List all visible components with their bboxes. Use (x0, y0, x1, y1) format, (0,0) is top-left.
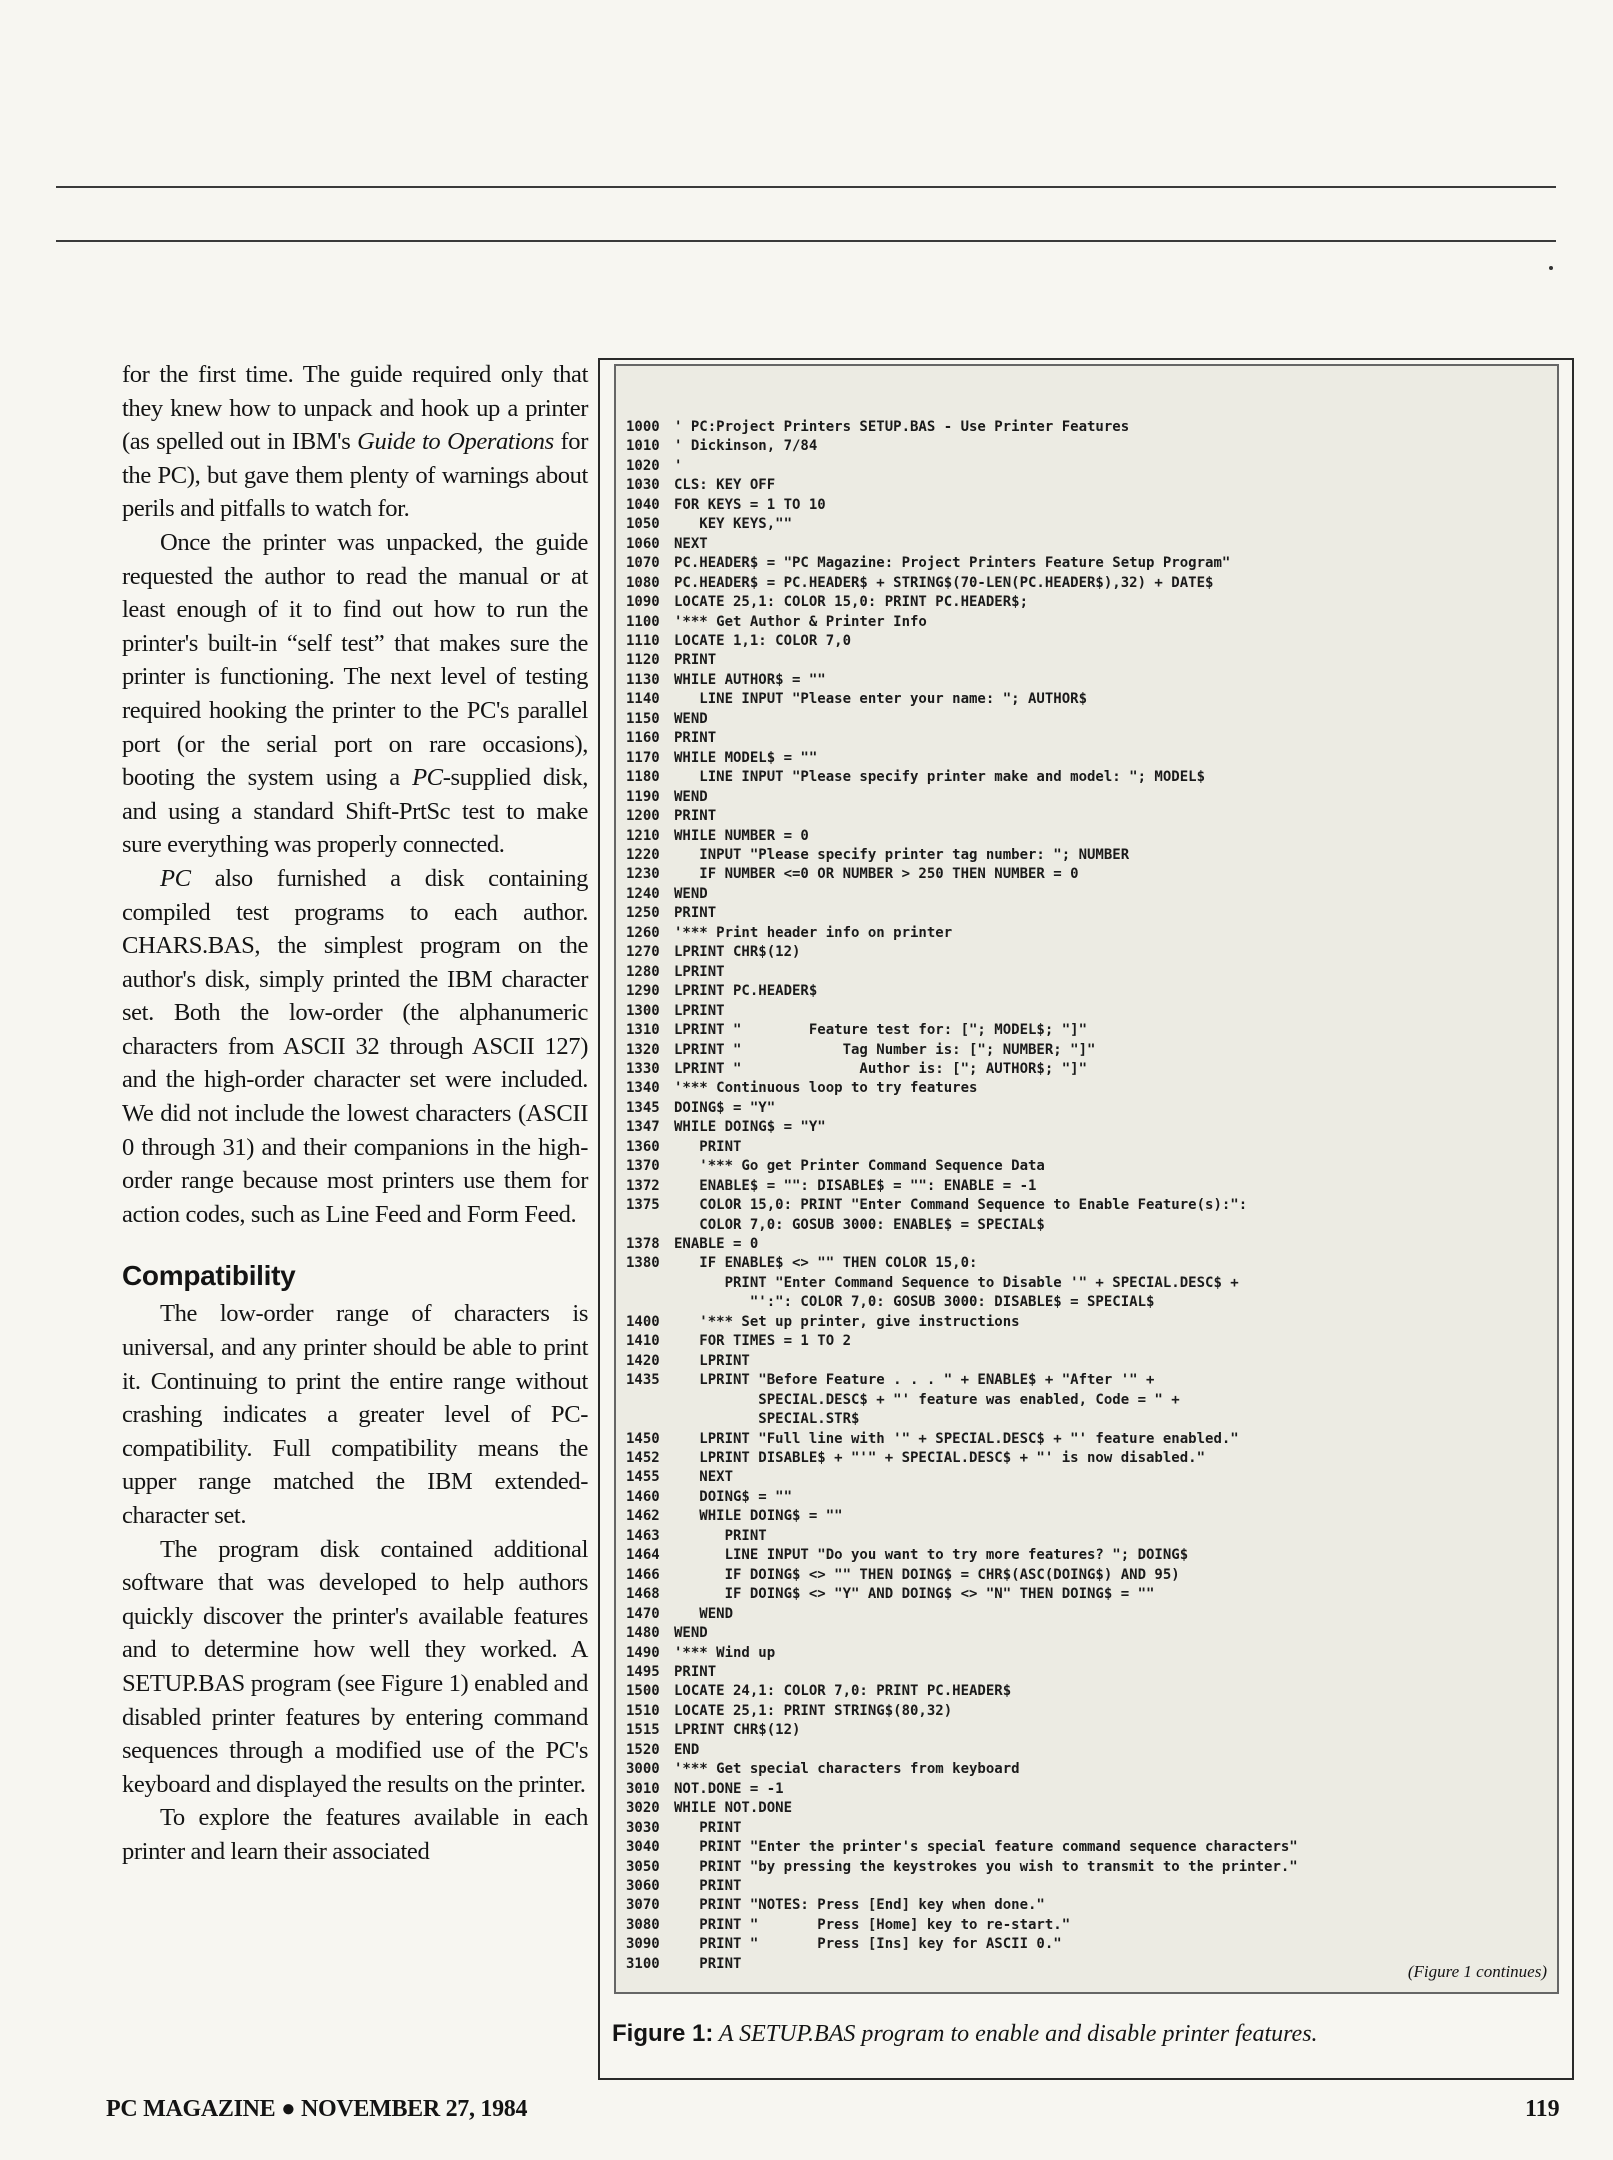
code-line (626, 1313, 1298, 1332)
code-line-text: ENABLE$ = "": DISABLE$ = "": ENABLE = -1 (674, 1177, 1037, 1194)
caption-label: Figure 1: (612, 2020, 714, 2047)
code-line-number: 1170 (626, 749, 660, 766)
code-line-text: PRINT (674, 905, 717, 922)
code-line-text: IF NUMBER <=0 OR NUMBER > 250 THEN NUMBER = 0 (674, 866, 1079, 883)
code-line (626, 1877, 1298, 1896)
code-line (626, 651, 1298, 670)
code-line-number: 1400 (626, 1313, 660, 1330)
code-line-text: IF DOING$ <> "" THEN DOING$ = CHR$(ASC(DOING$) AND 95) (674, 1566, 1180, 1583)
code-line (626, 1196, 1298, 1215)
code-line (626, 1177, 1298, 1196)
code-line-text: INPUT "Please specify printer tag number: "; NUMBER (674, 846, 1130, 863)
code-line (626, 496, 1298, 515)
code-line-number: 1470 (626, 1605, 660, 1622)
p2-tail: -supplied disk, and using a standard Shift-PrtSc test to make sure everything was properly connected. (122, 764, 589, 859)
code-line (626, 1235, 1298, 1254)
code-line (626, 1896, 1298, 1915)
code-line-number: 1380 (626, 1255, 660, 1272)
p3-text: also furnished a disk containing compiled test programs to each author. CHARS.BAS, the simplest program on the author's disk, simply printed the IBM character set. Both the low-order (the alphanumeric characters from ASCII 32 through ASCII 127) and the high-order character set were included. We did not include the lowest characters (ASCII 0 through 31) and their companions in the high-order range because most printers use them for action codes, such as Line Feed and Form Feed. (122, 864, 588, 1228)
code-line (626, 574, 1298, 593)
code-line-number: 1240 (626, 885, 660, 902)
code-line-text: PRINT "NOTES: Press [End] key when done." (674, 1897, 1045, 1914)
code-line-text: FOR TIMES = 1 TO 2 (674, 1333, 852, 1350)
code-line-number: 1378 (626, 1236, 660, 1253)
code-line (626, 1624, 1298, 1643)
code-line-number: 1200 (626, 808, 660, 825)
code-line-number: 1515 (626, 1722, 660, 1739)
code-line (626, 1760, 1298, 1779)
code-line-number: 1020 (626, 457, 660, 474)
code-line-text: LPRINT (674, 1352, 750, 1369)
code-line-text: '*** Go get Printer Command Sequence Data (674, 1158, 1045, 1175)
paragraph-2 (122, 526, 588, 862)
code-line (626, 418, 1298, 437)
code-line-number: 1210 (626, 827, 660, 844)
code-line-text: '*** Get special characters from keyboard (674, 1761, 1020, 1778)
code-line (626, 476, 1298, 495)
code-line (626, 1041, 1298, 1060)
code-line (626, 1819, 1298, 1838)
code-line-text: WEND (674, 710, 708, 727)
code-line-number: 1450 (626, 1430, 660, 1447)
paragraph-3 (122, 862, 588, 1232)
code-line-text: LPRINT "Full line with '" + SPECIAL.DESC$ + "' feature enabled." (674, 1430, 1239, 1447)
code-line-number: 1270 (626, 944, 660, 961)
code-line (626, 1935, 1298, 1954)
code-line (626, 1157, 1298, 1176)
code-line-text: '*** Set up printer, give instructions (674, 1313, 1020, 1330)
code-line (626, 1916, 1298, 1935)
code-line-number: 1462 (626, 1508, 660, 1525)
code-line (626, 1391, 1298, 1410)
code-line-text: NEXT (674, 535, 708, 552)
code-line (626, 1585, 1298, 1604)
code-line-text: END (674, 1741, 700, 1758)
code-line-text: LPRINT " Tag Number is: ["; NUMBER; "]" (674, 1041, 1096, 1058)
code-line (626, 963, 1298, 982)
code-line-number: 1360 (626, 1138, 660, 1155)
code-line (626, 690, 1298, 709)
code-line-number: 1452 (626, 1450, 660, 1467)
caption-text: A SETUP.BAS program to enable and disable printer features. (713, 2021, 1318, 2047)
figure-caption (612, 2020, 1318, 2048)
code-line-number: 1060 (626, 535, 660, 552)
code-line-number: 1464 (626, 1547, 660, 1564)
code-line-text: DOING$ = "" (674, 1488, 793, 1505)
code-line (626, 457, 1298, 476)
paragraph-1 (122, 358, 588, 526)
code-line-text: COLOR 7,0: GOSUB 3000: ENABLE$ = SPECIAL$ (674, 1216, 1045, 1233)
code-line-number: 1300 (626, 1002, 660, 1019)
code-line (626, 515, 1298, 534)
code-line-number: 1345 (626, 1099, 660, 1116)
code-line (626, 1002, 1298, 1021)
code-line-number: 1495 (626, 1664, 660, 1680)
code-line-number: 3090 (626, 1936, 660, 1953)
code-line-text: PRINT (674, 1819, 742, 1836)
code-line-number: 3040 (626, 1839, 660, 1856)
code-line (626, 554, 1298, 573)
code-line-text: SPECIAL.STR$ (674, 1411, 860, 1428)
page-number: 119 (1525, 2096, 1560, 2122)
code-line-text: ' Dickinson, 7/84 (674, 438, 818, 455)
figure-continues-note: (Figure 1 continues) (1407, 1962, 1547, 1981)
code-line-number (626, 1274, 674, 1293)
code-listing-panel (614, 364, 1559, 1994)
code-line (626, 1702, 1298, 1721)
code-line-number: 1410 (626, 1333, 660, 1350)
code-line-text: PRINT (674, 1664, 717, 1680)
code-line-text: LPRINT PC.HEADER$ (674, 983, 818, 1000)
rule-dot (1549, 266, 1553, 270)
code-line-number: 1375 (626, 1197, 660, 1214)
code-line (626, 1118, 1298, 1137)
code-line-text: KEY KEYS,"" (674, 516, 793, 533)
code-line (626, 632, 1298, 651)
code-line-number: 1050 (626, 516, 660, 533)
code-line-text: WHILE DOING$ = "" (674, 1508, 843, 1525)
code-line-number: 1435 (626, 1372, 660, 1389)
code-line (626, 1468, 1298, 1487)
code-line (626, 1332, 1298, 1351)
code-line (626, 827, 1298, 846)
top-rule (56, 186, 1556, 188)
code-line-text: ' (674, 457, 683, 474)
code-line-text: WHILE MODEL$ = "" (674, 749, 818, 766)
code-line (626, 1741, 1298, 1760)
code-line-number: 1120 (626, 652, 660, 669)
paragraph-4: The low-order range of characters is universal, and any printer should be able to print it. Continuing to print the entire range without crashing indicates a greater level of PC-compatibility. Full compatibility means the upper range matched the IBM extended-character set. (122, 1300, 588, 1529)
code-line (626, 437, 1298, 456)
code-line-text: PRINT (674, 652, 717, 669)
code-line-text: LPRINT " Feature test for: ["; MODEL$; "]" (674, 1022, 1088, 1039)
code-line-number: 3050 (626, 1858, 660, 1875)
article-body-column (122, 358, 588, 1869)
code-line-text: PRINT "Enter Command Sequence to Disable '" + SPECIAL.DESC$ + (674, 1274, 1239, 1291)
code-line-text: PRINT (674, 1138, 742, 1155)
code-line-text: LINE INPUT "Please specify printer make and model: "; MODEL$ (674, 769, 1206, 786)
code-line (626, 671, 1298, 690)
code-line-number: 1500 (626, 1683, 660, 1700)
code-line-number: 1310 (626, 1022, 660, 1039)
code-line (626, 1293, 1298, 1312)
code-line-number: 1320 (626, 1041, 660, 1058)
code-line-text: PRINT (674, 808, 717, 825)
code-line-number: 1010 (626, 438, 660, 455)
code-line-text: LPRINT " Author is: ["; AUTHOR$; "]" (674, 1060, 1088, 1077)
code-line-number: 1290 (626, 983, 660, 1000)
code-line (626, 729, 1298, 748)
code-line-number: 1370 (626, 1158, 660, 1175)
code-line (626, 904, 1298, 923)
code-line-text: '*** Print header info on printer (674, 924, 953, 941)
code-line (626, 1274, 1298, 1293)
code-line-text: LPRINT DISABLE$ + "'" + SPECIAL.DESC$ + "' is now disabled." (674, 1450, 1206, 1467)
code-line-text: WHILE DOING$ = "Y" (674, 1119, 826, 1136)
code-line-text: WHILE NOT.DONE (674, 1800, 793, 1817)
code-line (626, 613, 1298, 632)
code-line-number: 3100 (626, 1955, 660, 1972)
code-line (626, 1060, 1298, 1079)
p3-italic: PC (160, 864, 191, 892)
code-line (626, 1099, 1298, 1118)
code-line-text: FOR KEYS = 1 TO 10 (674, 496, 826, 513)
code-line-text: IF DOING$ <> "Y" AND DOING$ <> "N" THEN DOING$ = "" (674, 1586, 1155, 1603)
code-line (626, 807, 1298, 826)
code-line (626, 593, 1298, 612)
code-line (626, 924, 1298, 943)
code-line-number: 1330 (626, 1060, 660, 1077)
code-line (626, 1799, 1298, 1818)
code-line-text: NEXT (674, 1469, 734, 1486)
code-line-number: 1040 (626, 496, 660, 513)
code-line-text: LOCATE 1,1: COLOR 7,0 (674, 632, 852, 649)
code-line-text: '*** Get Author & Printer Info (674, 613, 927, 630)
code-line (626, 1021, 1298, 1040)
code-line (626, 1216, 1298, 1235)
code-line (626, 710, 1298, 729)
code-line-number: 1090 (626, 594, 660, 611)
p1-tail: for the PC), but gave them plenty of warnings about perils and pitfalls to watch for. (122, 428, 588, 523)
code-line-number: 1340 (626, 1080, 660, 1097)
code-line (626, 1546, 1298, 1565)
code-line (626, 1663, 1298, 1682)
code-line (626, 1566, 1298, 1585)
code-line-text: PRINT (674, 730, 717, 747)
code-line-number: 1220 (626, 846, 660, 863)
code-line (626, 943, 1298, 962)
code-line-number: 1510 (626, 1702, 660, 1719)
code-line-number: 1468 (626, 1586, 660, 1603)
code-line-text: PRINT " Press [Home] key to re-start." (674, 1916, 1071, 1933)
code-line-text: WEND (674, 1625, 708, 1642)
code-line-text: PC.HEADER$ = PC.HEADER$ + STRING$(70-LEN(PC.HEADER$),32) + DATE$ (674, 574, 1214, 591)
code-line-number: 1070 (626, 555, 660, 572)
code-line-number: 1250 (626, 905, 660, 922)
paragraph-6: To explore the features available in each printer and learn their associated (122, 1804, 588, 1865)
code-line-number: 1130 (626, 671, 660, 688)
code-line-number: 3080 (626, 1916, 660, 1933)
code-line-text: WHILE AUTHOR$ = "" (674, 671, 826, 688)
code-line (626, 1644, 1298, 1663)
code-line-text: PRINT "Enter the printer's special feature command sequence characters" (674, 1839, 1298, 1856)
code-line-text: WHILE NUMBER = 0 (674, 827, 809, 844)
code-line-text: PRINT "by pressing the keystrokes you wish to transmit to the printer." (674, 1858, 1298, 1875)
code-line (626, 1352, 1298, 1371)
code-line-number: 1480 (626, 1625, 660, 1642)
code-line-number (626, 1293, 674, 1312)
code-line-text: PRINT " Press [Ins] key for ASCII 0." (674, 1936, 1062, 1953)
code-line-number: 1463 (626, 1527, 660, 1544)
code-line-number: 3070 (626, 1897, 660, 1914)
code-line-number: 1460 (626, 1488, 660, 1505)
code-line-text: PRINT (674, 1955, 742, 1972)
code-line-number: 1490 (626, 1644, 660, 1661)
code-line-number (626, 1216, 674, 1235)
code-line-text: '*** Continuous loop to try features (674, 1080, 978, 1097)
code-line (626, 1955, 1298, 1974)
code-line-number: 1180 (626, 769, 660, 786)
code-line-number: 1030 (626, 477, 660, 494)
figure-1 (598, 358, 1574, 2080)
code-line (626, 1079, 1298, 1098)
code-line-text: LPRINT "Before Feature . . . " + ENABLE$ + "After '" + (674, 1372, 1155, 1389)
code-line-number: 1260 (626, 924, 660, 941)
code-line-number: 3000 (626, 1761, 660, 1778)
code-line-number: 1520 (626, 1741, 660, 1758)
code-line-text: LPRINT CHR$(12) (674, 1722, 801, 1739)
code-line-number: 1100 (626, 613, 660, 630)
code-line (626, 1682, 1298, 1701)
section-heading: Compatibility (122, 1260, 296, 1292)
code-line (626, 1410, 1298, 1429)
code-line-text: ' PC:Project Printers SETUP.BAS - Use Printer Features (674, 419, 1130, 435)
code-line (626, 846, 1298, 865)
footer-publication: PC MAGAZINE ● NOVEMBER 27, 1984 (106, 2096, 528, 2122)
code-line (626, 1371, 1298, 1390)
code-line-text: PRINT (674, 1877, 742, 1894)
code-line-number: 1110 (626, 632, 660, 649)
p1-italic: Guide to Operations (357, 428, 554, 456)
code-line (626, 1254, 1298, 1273)
code-line-number (626, 1410, 674, 1429)
code-line-text: LOCATE 25,1: PRINT STRING$(80,32) (674, 1702, 953, 1719)
code-line-text: DOING$ = "Y" (674, 1099, 776, 1116)
code-line-number: 1280 (626, 963, 660, 980)
code-line-number: 3030 (626, 1819, 660, 1836)
code-line (626, 1780, 1298, 1799)
code-line (626, 1507, 1298, 1526)
code-line (626, 982, 1298, 1001)
code-line (626, 1488, 1298, 1507)
code-line (626, 1449, 1298, 1468)
code-line (626, 885, 1298, 904)
code-line-number: 1000 (626, 419, 660, 435)
code-line-text: NOT.DONE = -1 (674, 1780, 784, 1797)
code-line (626, 1721, 1298, 1740)
p2-italic: PC (412, 764, 443, 792)
code-line-number: 1466 (626, 1566, 660, 1583)
code-line (626, 1138, 1298, 1157)
code-line-text: SPECIAL.DESC$ + "' feature was enabled, Code = " + (674, 1391, 1180, 1408)
code-line-number (626, 1391, 674, 1410)
code-line-number: 3020 (626, 1800, 660, 1817)
code-line (626, 1527, 1298, 1546)
code-line-text: LPRINT (674, 1002, 725, 1019)
p1-text: for the first time. The guide required only that they knew how to unpack and hook up a printer (as spelled out in IBM's (122, 361, 588, 456)
code-listing (626, 418, 1298, 1974)
code-line-text: WEND (674, 1605, 734, 1622)
code-line-text: LPRINT CHR$(12) (674, 944, 801, 961)
code-line-text: PC.HEADER$ = "PC Magazine: Project Printers Feature Setup Program" (674, 555, 1231, 572)
code-line (626, 865, 1298, 884)
code-line-number: 1140 (626, 691, 660, 708)
code-line-number: 1420 (626, 1352, 660, 1369)
code-line-text: '*** Wind up (674, 1644, 776, 1661)
code-line-text: LOCATE 24,1: COLOR 7,0: PRINT PC.HEADER$ (674, 1683, 1012, 1700)
code-line-number: 1160 (626, 730, 660, 747)
code-line-text: LINE INPUT "Please enter your name: "; AUTHOR$ (674, 691, 1088, 708)
p2-text: Once the printer was unpacked, the guide requested the author to read the manual or at least enough of it to find out how to run the printer's built-in “self test” that makes sure the printer is functioning. The next level of testing required hooking the printer to the PC's parallel port (or the serial port on rare occasions), booting the system using a (122, 528, 588, 792)
code-line-number: 1080 (626, 574, 660, 591)
code-line-number: 3010 (626, 1780, 660, 1797)
code-line-text: LOCATE 25,1: COLOR 15,0: PRINT PC.HEADER$; (674, 594, 1029, 611)
code-line-number: 1347 (626, 1119, 660, 1136)
code-line-text: CLS: KEY OFF (674, 477, 776, 494)
code-line-text: WEND (674, 788, 708, 805)
code-line-text: ENABLE = 0 (674, 1236, 759, 1253)
code-line (626, 1605, 1298, 1624)
code-line-text: IF ENABLE$ <> "" THEN COLOR 15,0: (674, 1255, 978, 1272)
code-line (626, 1858, 1298, 1877)
second-rule (56, 240, 1556, 242)
code-line-number: 1455 (626, 1469, 660, 1486)
code-line-number: 1150 (626, 710, 660, 727)
code-line (626, 1430, 1298, 1449)
code-line-text: COLOR 15,0: PRINT "Enter Command Sequence to Enable Feature(s):": (674, 1197, 1248, 1214)
code-line (626, 749, 1298, 768)
code-line-number: 3060 (626, 1877, 660, 1894)
code-line-text: "':": COLOR 7,0: GOSUB 3000: DISABLE$ = SPECIAL$ (674, 1294, 1155, 1311)
code-line-number: 1190 (626, 788, 660, 805)
code-line-number: 1372 (626, 1177, 660, 1194)
code-line-text: PRINT (674, 1527, 767, 1544)
paragraph-5: The program disk contained additional software that was developed to help authors quickly discover the printer's available features and to determine how well they worked. A SETUP.BAS program (see Figure 1) enabled and disabled printer features by entering command sequences through a modified use of the PC's keyboard and displayed the results on the printer. (122, 1535, 588, 1798)
code-line (626, 1838, 1298, 1857)
code-line-text: WEND (674, 885, 708, 902)
code-line-text: LPRINT (674, 963, 725, 980)
code-line-number: 1230 (626, 866, 660, 883)
code-line (626, 535, 1298, 554)
code-line (626, 768, 1298, 787)
code-line-text: LINE INPUT "Do you want to try more features? "; DOING$ (674, 1547, 1189, 1564)
code-line (626, 788, 1298, 807)
